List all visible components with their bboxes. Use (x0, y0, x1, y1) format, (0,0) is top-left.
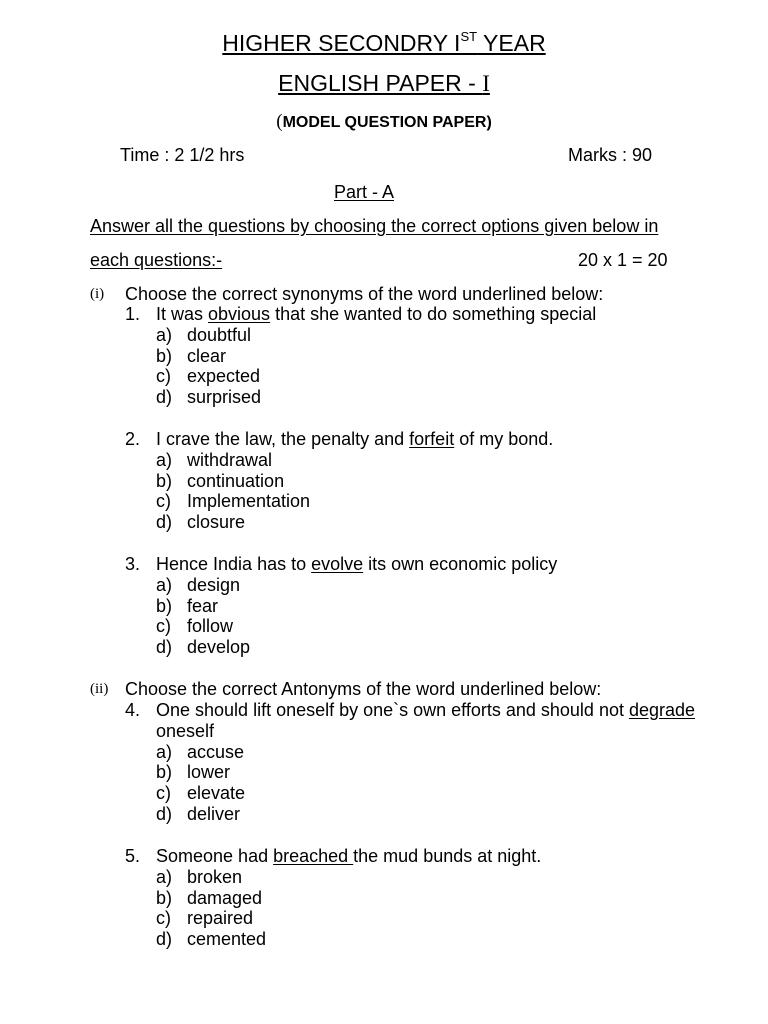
underlined-word: obvious (208, 304, 271, 324)
paper-title-superscript: ST (460, 29, 478, 44)
question-number: 4. (125, 700, 141, 720)
option-text: clear (187, 345, 227, 366)
option-item: d) develop (156, 637, 251, 658)
exam-marks: Marks : 90 (568, 145, 653, 165)
paper-title-text: HIGHER SECONDRY I (222, 30, 461, 56)
question-number: 1. (125, 304, 141, 324)
option-text: deliver (187, 803, 241, 824)
paper-title-end: YEAR (477, 30, 546, 56)
question-stem (125, 846, 541, 867)
question-stem (125, 304, 596, 325)
part-title: Part - A (333, 182, 395, 202)
option-text: continuation (187, 470, 285, 491)
option-item: c) elevate (156, 783, 246, 804)
exam-time: Time : 2 1/2 hrs (120, 145, 245, 165)
instruction-line-1: Answer all the questions by choosing the correct options given below in (90, 216, 659, 236)
underlined-word: forfeit (409, 429, 455, 449)
question-text-continuation: oneself (156, 720, 215, 741)
option-text: lower (187, 762, 231, 783)
question-text: Someone had breached the mud bunds at night. (156, 846, 542, 866)
section-label: (i) (90, 286, 105, 302)
option-list (125, 575, 557, 658)
option-item: d) closure (156, 512, 246, 533)
option-list (125, 450, 553, 533)
option-item: b) damaged (156, 887, 263, 908)
option-text: damaged (187, 887, 263, 908)
paper-subject-numeral: I (482, 71, 490, 96)
question-text: One should lift oneself by one`s own efforts and should not degrade (156, 700, 696, 720)
option-text: surprised (187, 387, 262, 408)
option-text: develop (187, 637, 251, 658)
question-number: 2. (125, 429, 141, 449)
option-list (125, 867, 541, 950)
question-stem (125, 429, 553, 450)
section-heading: Choose the correct Antonyms of the word underlined below: (125, 679, 602, 699)
option-item: d) surprised (156, 387, 262, 408)
option-text: repaired (187, 908, 254, 929)
question-number: 5. (125, 846, 141, 866)
paper-title (0, 29, 768, 56)
option-item: c) follow (156, 616, 234, 637)
option-item: a) design (156, 574, 241, 595)
paper-subject (0, 72, 768, 95)
subtitle-paren: ( (276, 111, 283, 132)
option-item: a) broken (156, 866, 243, 887)
option-item: a) accuse (156, 741, 245, 762)
question-number: 3. (125, 554, 141, 574)
option-text: Implementation (187, 491, 311, 512)
question-1 (125, 304, 596, 408)
underlined-word: breached (273, 846, 354, 866)
option-item: b) lower (156, 762, 231, 783)
option-text: follow (187, 616, 234, 637)
option-text: doubtful (187, 324, 252, 345)
question-text: It was obvious that she wanted to do something special (156, 304, 597, 324)
underlined-word: evolve (311, 554, 364, 574)
option-text: accuse (187, 741, 245, 762)
option-item: b) clear (156, 345, 227, 366)
option-item: c) repaired (156, 908, 254, 929)
paper-subject-text: ENGLISH PAPER - (278, 70, 483, 96)
option-item: b) fear (156, 595, 219, 616)
option-item: d) deliver (156, 803, 241, 824)
part-score: 20 x 1 = 20 (578, 250, 668, 270)
section-heading: Choose the correct synonyms of the word underlined below: (125, 284, 604, 304)
subtitle-text: MODEL QUESTION PAPER) (282, 114, 492, 131)
option-list (125, 325, 596, 408)
underlined-word: degrade (628, 700, 696, 720)
option-text: broken (187, 866, 243, 887)
question-text: Hence India has to evolve its own economic policy (156, 554, 558, 574)
option-text: withdrawal (187, 449, 273, 470)
option-item: c) Implementation (156, 491, 311, 512)
option-item: d) cemented (156, 929, 267, 950)
option-item: a) doubtful (156, 324, 252, 345)
option-text: fear (187, 595, 219, 616)
question-5 (125, 846, 541, 950)
option-text: closure (187, 512, 246, 533)
option-item: c) expected (156, 366, 261, 387)
question-4 (125, 700, 695, 825)
option-list (125, 742, 695, 825)
instruction-line-2: each questions:- (90, 250, 223, 270)
question-3 (125, 554, 557, 658)
question-text: I crave the law, the penalty and forfeit of my bond. (156, 429, 554, 449)
question-stem (125, 554, 557, 575)
option-item: b) continuation (156, 470, 285, 491)
option-text: cemented (187, 929, 267, 950)
option-item: a) withdrawal (156, 449, 273, 470)
option-text: design (187, 574, 241, 595)
question-stem (125, 700, 695, 721)
paper-subtitle (0, 112, 768, 131)
section-label: (ii) (90, 681, 109, 697)
option-text: expected (187, 366, 261, 387)
question-2 (125, 429, 553, 533)
option-text: elevate (187, 783, 246, 804)
